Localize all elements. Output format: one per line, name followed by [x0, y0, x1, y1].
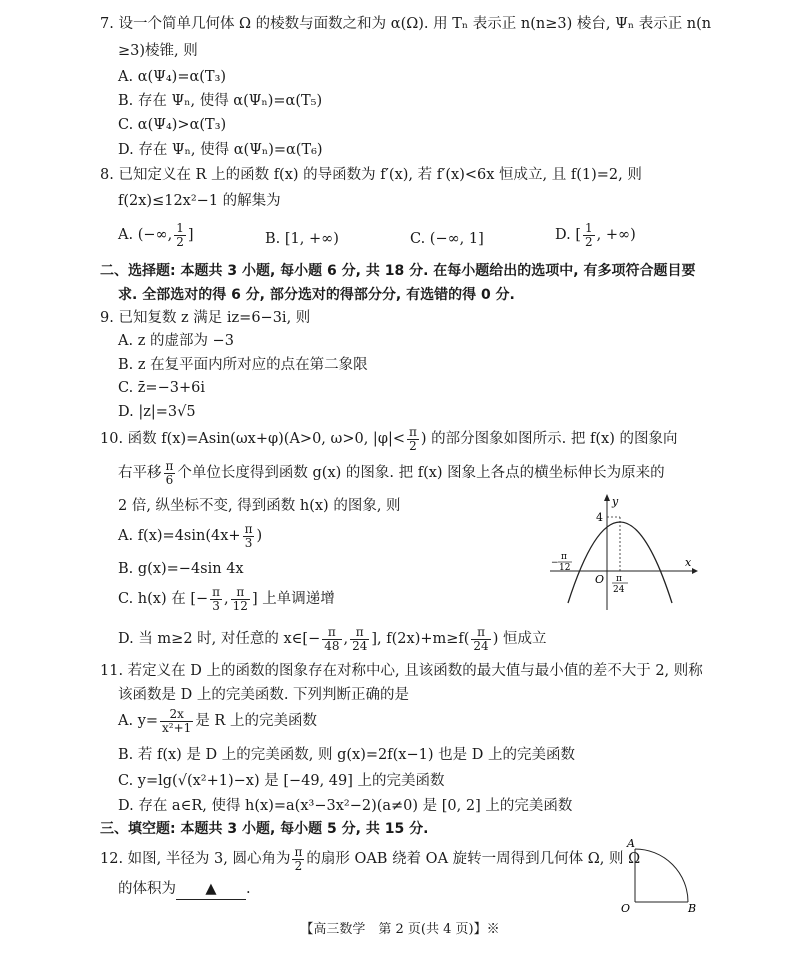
point-a-label: A — [627, 837, 635, 850]
q8-stem-line1: 8. 已知定义在 R 上的函数 f(x) 的导函数为 f′(x), 若 f′(x)<6x 恒成立, 且 f(1)=2, 则 — [100, 167, 642, 183]
x-axis-label: x — [685, 556, 692, 569]
section-3-heading: 三、填空题: 本题共 3 小题, 每小题 5 分, 共 15 分. — [100, 821, 429, 837]
q9-option-c: C. z̄=−3+6i — [118, 380, 205, 396]
left-zero-sign: − — [551, 558, 559, 568]
q9-option-b: B. z 在复平面内所对应的点在第二象限 — [118, 357, 368, 373]
q8-option-a: A. (−∞, $\frac{1}{2}$ ] — [118, 221, 194, 249]
fraction: $\frac{\pi}{48}$ — [324, 625, 340, 653]
q10-stem-line1: 10. 函数 f(x)=Asin(ωx+φ)(A>0, ω>0, |φ|< $\frac{\pi}{2}$ ) 的部分图象如图所示. 把 f(x) 的图象向 — [100, 425, 678, 453]
point-b-label: B — [688, 902, 697, 915]
q11-option-d: D. 存在 a∈R, 使得 h(x)=a(x³−3x²−2)(a≠0) 是 [0, 2] 上的完美函数 — [118, 798, 573, 814]
q8-stem-line2: f(2x)≤12x²−1 的解集为 — [118, 193, 281, 209]
q11-option-b: B. 若 f(x) 是 D 上的完美函数, 则 g(x)=2f(x−1) 也是 D 上的完美函数 — [118, 747, 575, 763]
q11-option-c: C. y=lg(√(x²+1)−x) 是 [−49, 49] 上的完美函数 — [118, 773, 445, 789]
q10-option-a: A. f(x)=4sin(4x+ $\frac{\pi}{3}$ ) — [118, 522, 263, 550]
fraction: $\frac{2x}{\text{x²+1}}$ — [162, 707, 192, 735]
q10-sine-graph — [548, 493, 698, 613]
q11-option-a: A. y= $\frac{2x}{\text{x²+1}}$ 是 R 上的完美函数 — [118, 707, 317, 735]
fraction: $\frac{\pi}{24}$ — [352, 625, 368, 653]
q11-stem-line2: 该函数是 D 上的完美函数. 下列判断正确的是 — [118, 687, 410, 703]
fraction: $\frac{\pi}{6}$ — [165, 459, 174, 487]
q7-option-a: A. α(Ψ₄)=α(T₃) — [118, 69, 227, 85]
q10-stem-line3: 2 倍, 纵坐标不变, 得到函数 h(x) 的图象, 则 — [118, 498, 401, 514]
max-value-label: 4 — [596, 511, 603, 524]
answer-blank[interactable]: ▲ — [176, 880, 246, 900]
y-axis-arrow — [604, 494, 610, 501]
fraction: $\frac{\pi}{2}$ — [409, 425, 417, 453]
peak-x-numerator: π — [616, 574, 622, 584]
q9-stem: 9. 已知复数 z 满足 iz=6−3i, 则 — [100, 310, 311, 326]
q7-stem-line1: 7. 设一个简单几何体 Ω 的棱数与面数之和为 α(Ω). 用 Tₙ 表示正 n(n≥3) 棱台, Ψₙ 表示正 n(n — [100, 16, 712, 32]
fraction: $\frac{1}{2}$ — [584, 221, 593, 249]
fraction: $\frac{\pi}{12}$ — [232, 585, 248, 613]
fraction: $\frac{1}{2}$ — [176, 221, 184, 249]
q9-option-a: A. z 的虚部为 −3 — [118, 333, 234, 349]
point-o-label: O — [621, 902, 631, 915]
q12-sector-figure — [618, 836, 710, 918]
left-zero-denominator: 12 — [559, 563, 571, 573]
x-axis-arrow — [692, 568, 698, 574]
arc-ab — [635, 849, 688, 902]
section-2-heading-line1: 二、选择题: 本题共 3 小题, 每小题 6 分, 共 18 分. 在每小题给出的选项中, 有多项符合题目要 — [100, 263, 696, 279]
fraction: $\frac{\pi}{2}$ — [294, 845, 303, 873]
q7-option-c: C. α(Ψ₄)>α(T₃) — [118, 117, 227, 133]
q12-stem-line1: 12. 如图, 半径为 3, 圆心角为 $\frac{\pi}{2}$ 的扇形 OAB 绕着 OA 旋转一周得到几何体 Ω, 则 Ω — [100, 845, 641, 873]
q7-stem-line2: ≥3)棱锥, 则 — [118, 43, 198, 59]
q8-option-c: C. (−∞, 1] — [410, 231, 484, 247]
q8-option-b: B. [1, +∞) — [265, 231, 339, 247]
origin-label: O — [595, 573, 605, 586]
q10-option-c: C. h(x) 在 [− $\frac{\pi}{3}$ , $\frac{\pi}{12}$ ] 上单调递增 — [118, 585, 335, 613]
q7-option-b: B. 存在 Ψₙ, 使得 α(Ψₙ)=α(T₅) — [118, 93, 323, 109]
fraction: $\frac{\pi}{3}$ — [212, 585, 221, 613]
q7-option-d: D. 存在 Ψₙ, 使得 α(Ψₙ)=α(T₆) — [118, 142, 323, 158]
fraction: $\frac{\pi}{3}$ — [244, 522, 253, 550]
section-2-heading-line2: 求. 全部选对的得 6 分, 部分选对的得部分分, 有选错的得 0 分. — [118, 287, 515, 303]
y-axis-label: y — [612, 495, 619, 508]
left-zero-numerator: π — [561, 552, 567, 562]
q11-stem-line1: 11. 若定义在 D 上的函数的图象存在对称中心, 且该函数的最大值与最小值的差不大于 2, 则称 — [100, 663, 703, 679]
page-footer: 【高三数学 第 2 页(共 4 页)】※ — [300, 922, 500, 937]
q10-stem-line2: 右平移 $\frac{\pi}{6}$ 个单位长度得到函数 g(x) 的图象. 把 f(x) 图象上各点的横坐标伸长为原来的 — [118, 459, 665, 487]
peak-x-denominator: 24 — [613, 585, 625, 595]
fraction: $\frac{\pi}{24}$ — [473, 625, 489, 653]
q10-option-b: B. g(x)=−4sin 4x — [118, 561, 244, 577]
q9-option-d: D. |z|=3√5 — [118, 404, 196, 420]
q12-stem-line2: 的体积为 ▲ . — [118, 880, 251, 900]
q10-option-d: D. 当 m≥2 时, 对任意的 x∈[− $\frac{\pi}{48}$ , $\frac{\pi}{24}$ ], f(2x)+m≥f( $\frac{\pi}{24}$ ) 恒成立 — [118, 625, 547, 653]
q8-option-d: D. [ $\frac{1}{2}$ , +∞) — [555, 221, 636, 249]
